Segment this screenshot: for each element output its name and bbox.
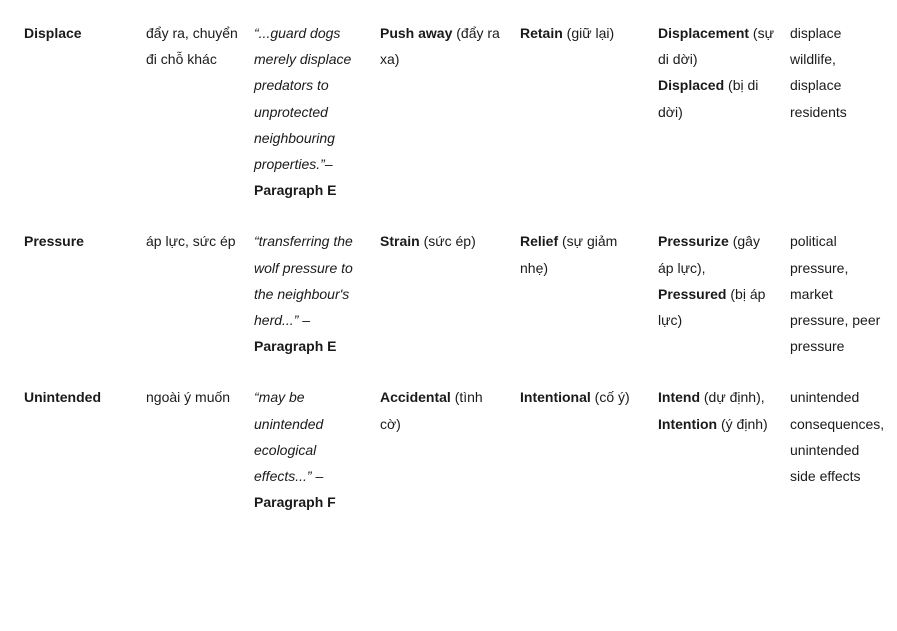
- quote-dash: –: [298, 312, 311, 329]
- vocabulary-table: [14, 20, 890, 540]
- quote-source: Paragraph E: [254, 338, 337, 355]
- word-forms-cell: [648, 20, 780, 228]
- form-word: Intend: [658, 389, 700, 406]
- form-meaning: (bị áp lực): [658, 285, 766, 329]
- form-meaning: (dự định),: [700, 389, 765, 406]
- form-word: Pressured: [658, 285, 727, 302]
- form-meaning: (bị di dời): [658, 77, 759, 120]
- antonym-cell: [510, 384, 648, 540]
- quote-text: “...guard dogs merely displace predators to unprotected neighbouring properties.”: [254, 25, 352, 173]
- word-cell: [14, 20, 136, 228]
- word-cell: [14, 384, 136, 540]
- synonym-meaning: (tình cờ): [380, 389, 483, 432]
- meaning-cell: áp lực, sức ép: [146, 233, 236, 250]
- form-meaning: (ý định): [717, 415, 768, 432]
- quote-text: “transferring the wolf pressure to the neighbour's herd...”: [254, 233, 353, 329]
- synonym-cell: [370, 384, 510, 540]
- quote-dash: –: [324, 156, 333, 173]
- quote-dash: –: [311, 468, 324, 485]
- synonym-meaning: (sức ép): [419, 233, 476, 250]
- quote-source: Paragraph F: [254, 494, 336, 511]
- form-word: Pressurize: [658, 233, 729, 250]
- synonym-word: Accidental: [380, 389, 451, 406]
- synonym-cell: [370, 20, 510, 228]
- antonym-word: Intentional: [520, 389, 591, 406]
- form-word: Intention: [658, 415, 718, 432]
- word-label: Pressure: [24, 233, 84, 250]
- collocations-cell: political pressure, market pressure, peer pressure: [790, 233, 881, 355]
- meaning-cell: đẩy ra, chuyển đi chỗ khác: [146, 25, 238, 68]
- antonym-meaning: (cố ý): [590, 389, 630, 406]
- word-forms-cell: [648, 384, 780, 540]
- form-meaning: (gây áp lực),: [658, 233, 760, 276]
- meaning-cell: ngoài ý muốn: [146, 389, 231, 406]
- synonym-word: Strain: [380, 233, 420, 250]
- antonym-cell: [510, 20, 648, 228]
- synonym-cell: [370, 228, 510, 384]
- form-word: Displacement: [658, 25, 750, 41]
- form-meaning: (sự di dời): [658, 25, 774, 68]
- table-row-displace: [14, 20, 890, 228]
- collocations-cell: displace wildlife, displace residents: [790, 25, 847, 120]
- synonym-meaning: (đẩy ra xa): [380, 25, 500, 68]
- quote-text: “may be unintended ecological effects...”: [254, 389, 324, 485]
- antonym-meaning: (sự giảm nhẹ): [520, 233, 618, 276]
- table-row-pressure: [14, 228, 890, 384]
- word-label: Unintended: [24, 389, 101, 406]
- word-forms-cell: [648, 228, 780, 384]
- antonym-word: Relief: [520, 233, 559, 250]
- form-word: Displaced: [658, 77, 725, 94]
- quote-cell: [244, 228, 370, 384]
- synonym-word: Push away: [380, 25, 453, 41]
- collocations-cell: unintended consequences, unintended side effects: [790, 389, 885, 485]
- quote-source: Paragraph E: [254, 182, 337, 199]
- quote-cell: [244, 384, 370, 540]
- word-label: Displace: [24, 25, 82, 41]
- antonym-cell: [510, 228, 648, 384]
- antonym-word: Retain: [520, 25, 563, 41]
- quote-cell: [244, 20, 370, 228]
- table-row-unintended: [14, 384, 890, 540]
- antonym-meaning: (giữ lại): [562, 25, 615, 41]
- word-cell: [14, 228, 136, 384]
